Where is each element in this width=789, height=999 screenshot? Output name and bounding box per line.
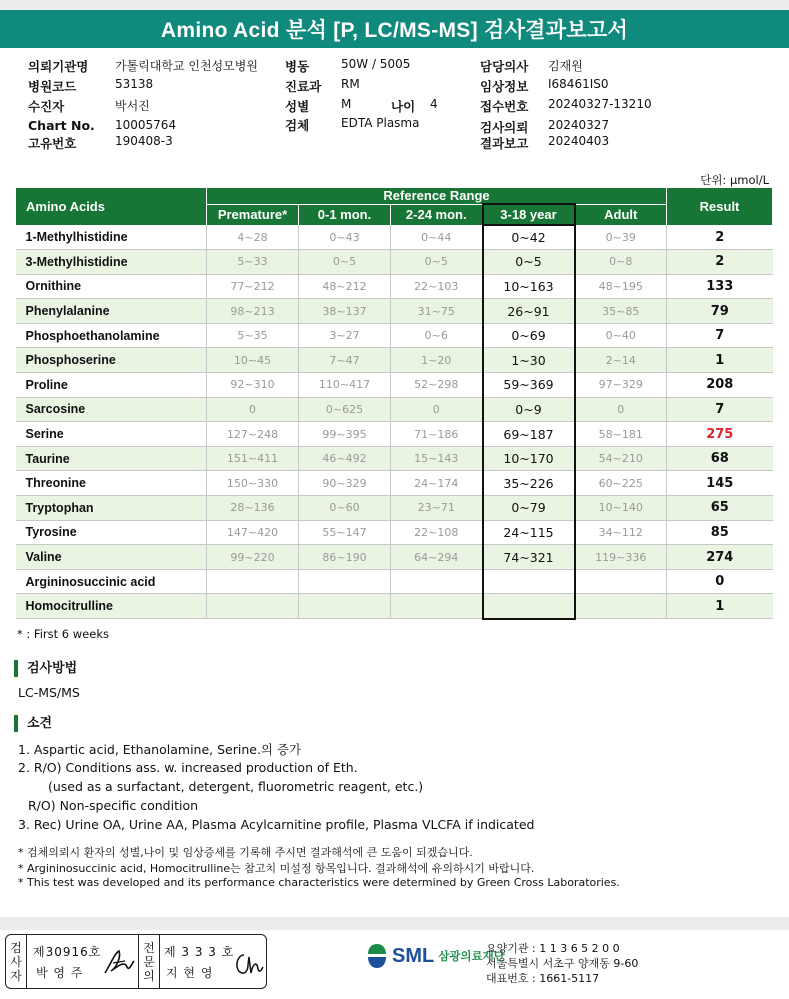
reference-range-cell: 86~190 xyxy=(299,545,391,570)
specialist-license: 제 3 3 3 호 xyxy=(164,945,235,959)
result-value: 7 xyxy=(667,397,773,422)
reference-range-cell: 99~220 xyxy=(207,545,299,570)
reference-range-cell: 60~225 xyxy=(575,471,667,496)
age-label: 나이 xyxy=(391,99,416,114)
result-value: 2 xyxy=(667,225,773,250)
reference-range-cell: 5~35 xyxy=(207,323,299,348)
contact-address: 서울특별시 서초구 양재동 9-60 xyxy=(486,957,639,970)
result-value: 0 xyxy=(667,569,773,594)
table-row xyxy=(16,446,773,471)
info-label: 검사의뢰 xyxy=(480,120,529,135)
reference-range-cell: 59~369 xyxy=(483,373,575,398)
result-value: 68 xyxy=(667,446,773,471)
finding-line: 1. Aspartic acid, Ethanolamine, Serine.의 증가 xyxy=(18,742,302,757)
finding-line: R/O) Non-specific condition xyxy=(28,798,199,813)
inspector-license: 제30916호 xyxy=(33,945,102,959)
findings-title: 소견 xyxy=(14,715,52,732)
report-title: Amino Acid 분석 [P, LC/MS-MS] 검사결과보고서 xyxy=(0,10,789,48)
reference-range-cell: 54~210 xyxy=(575,446,667,471)
reference-range-cell: 46~492 xyxy=(299,446,391,471)
info-label: 임상정보 xyxy=(480,79,529,94)
reference-range-cell: 92~310 xyxy=(207,373,299,398)
finding-line: (used as a surfactant, detergent, fluorometric reagent, etc.) xyxy=(48,779,424,794)
note-line: * This test was developed and its performance characteristics were determined by Green Cross Laboratories. xyxy=(18,876,620,889)
reference-range-cell xyxy=(207,569,299,594)
signature-box xyxy=(5,934,267,989)
logo-mark: SML xyxy=(392,944,435,967)
reference-range-cell: 0~39 xyxy=(575,225,667,250)
info-label: 병동 xyxy=(285,59,310,74)
reference-range-cell: 58~181 xyxy=(575,422,667,447)
inspector-name: 박 영 주 xyxy=(36,966,84,980)
logo-name: 삼광의료재단 xyxy=(438,949,505,963)
info-value: 20240327 xyxy=(548,118,610,132)
reference-range-cell xyxy=(483,569,575,594)
table-row xyxy=(16,397,773,422)
result-value: 275 xyxy=(667,422,773,447)
reference-range-cell xyxy=(575,594,667,619)
reference-range-cell: 0~6 xyxy=(391,323,483,348)
reference-range-cell: 26~91 xyxy=(483,299,575,324)
amino-acid-table xyxy=(15,187,773,620)
reference-range-cell: 0~5 xyxy=(299,250,391,275)
table-row xyxy=(16,274,773,299)
info-label: Chart No. xyxy=(28,118,95,133)
reference-range-cell: 22~103 xyxy=(391,274,483,299)
note-line: * Argininosuccinic acid, Homocitrulline는 참고치 미설정 항목입니다. 결과해석에 유의하시기 바랍니다. xyxy=(18,862,535,875)
reference-range-cell: 52~298 xyxy=(391,373,483,398)
finding-line: 3. Rec) Urine OA, Urine AA, Plasma Acylcarnitine profile, Plasma VLCFA if indicated xyxy=(18,817,535,832)
reference-range-cell: 10~170 xyxy=(483,446,575,471)
amino-acid-name: Tyrosine xyxy=(16,520,207,545)
reference-range-cell xyxy=(299,569,391,594)
specialist-signature xyxy=(230,949,264,979)
info-label: 의뢰기관명 xyxy=(28,59,89,74)
reference-range-cell: 1~20 xyxy=(391,348,483,373)
reference-range-cell xyxy=(299,594,391,619)
table-row xyxy=(16,323,773,348)
reference-range-cell: 71~186 xyxy=(391,422,483,447)
header-reference-range: Reference Range xyxy=(207,188,667,205)
reference-range-cell: 151~411 xyxy=(207,446,299,471)
reference-range-cell: 0~43 xyxy=(299,225,391,250)
reference-range-cell: 77~212 xyxy=(207,274,299,299)
amino-acid-name: Valine xyxy=(16,545,207,570)
reference-range-cell: 24~174 xyxy=(391,471,483,496)
reference-range-cell: 127~248 xyxy=(207,422,299,447)
table-row xyxy=(16,225,773,250)
reference-range-cell: 97~329 xyxy=(575,373,667,398)
contact-phone: 대표번호 : 1661-5117 xyxy=(486,972,600,985)
amino-acid-name: Phosphoethanolamine xyxy=(16,323,207,348)
reference-range-cell: 10~163 xyxy=(483,274,575,299)
reference-range-cell: 48~212 xyxy=(299,274,391,299)
contact-info xyxy=(486,941,638,986)
header-range: Adult xyxy=(575,204,667,225)
reference-range-cell: 55~147 xyxy=(299,520,391,545)
header-result: Result xyxy=(667,188,773,226)
reference-range-cell: 0~40 xyxy=(575,323,667,348)
amino-acid-name: Taurine xyxy=(16,446,207,471)
reference-range-cell: 119~336 xyxy=(575,545,667,570)
info-label: 접수번호 xyxy=(480,99,529,114)
reference-range-cell: 0~60 xyxy=(299,496,391,521)
amino-acid-name: Proline xyxy=(16,373,207,398)
table-row xyxy=(16,545,773,570)
info-value: 10005764 xyxy=(115,118,177,132)
amino-acid-name: 3-Methylhistidine xyxy=(16,250,207,275)
info-value: M xyxy=(341,97,352,111)
info-label: 결과보고 xyxy=(480,136,529,151)
amino-acid-name: Homocitrulline xyxy=(16,594,207,619)
table-row xyxy=(16,594,773,619)
table-footnote: * : First 6 weeks xyxy=(17,627,109,641)
info-value: 50W / 5005 xyxy=(341,57,411,71)
method-value: LC-MS/MS xyxy=(18,685,80,700)
reference-range-cell: 23~71 xyxy=(391,496,483,521)
result-value: 145 xyxy=(667,471,773,496)
inspector-label: 검 사 자 xyxy=(10,941,22,983)
reference-range-cell xyxy=(483,594,575,619)
amino-acid-name: Phenylalanine xyxy=(16,299,207,324)
reference-range-cell: 0 xyxy=(391,397,483,422)
result-value: 85 xyxy=(667,520,773,545)
reference-range-cell: 2~14 xyxy=(575,348,667,373)
reference-range-cell: 0~5 xyxy=(483,250,575,275)
reference-range-cell xyxy=(391,569,483,594)
header-range: 2-24 mon. xyxy=(391,204,483,225)
table-row xyxy=(16,569,773,594)
reference-range-cell: 10~45 xyxy=(207,348,299,373)
finding-line: 2. R/O) Conditions ass. w. increased production of Eth. xyxy=(18,760,358,775)
reference-range-cell: 69~187 xyxy=(483,422,575,447)
amino-acid-name: 1-Methylhistidine xyxy=(16,225,207,250)
info-value: I68461IS0 xyxy=(548,77,609,91)
reference-range-cell: 31~75 xyxy=(391,299,483,324)
result-value: 274 xyxy=(667,545,773,570)
reference-range-cell: 38~137 xyxy=(299,299,391,324)
table-row xyxy=(16,373,773,398)
info-label: 검체 xyxy=(285,118,310,133)
result-value: 2 xyxy=(667,250,773,275)
table-row xyxy=(16,422,773,447)
reference-range-cell: 150~330 xyxy=(207,471,299,496)
header-range: Premature* xyxy=(207,204,299,225)
reference-range-cell: 0~5 xyxy=(391,250,483,275)
info-label: 성별 xyxy=(285,99,310,114)
reference-range-cell: 64~294 xyxy=(391,545,483,570)
result-value: 79 xyxy=(667,299,773,324)
reference-range-cell: 3~27 xyxy=(299,323,391,348)
result-value: 65 xyxy=(667,496,773,521)
method-title: 검사방법 xyxy=(14,660,77,677)
patient-info xyxy=(0,52,789,152)
unit-label: 단위: μmol/L xyxy=(700,173,769,187)
reference-range-cell: 74~321 xyxy=(483,545,575,570)
reference-range-cell: 98~213 xyxy=(207,299,299,324)
amino-acid-name: Tryptophan xyxy=(16,496,207,521)
reference-range-cell: 34~112 xyxy=(575,520,667,545)
amino-acid-name: Argininosuccinic acid xyxy=(16,569,207,594)
result-value: 1 xyxy=(667,348,773,373)
info-label: 수진자 xyxy=(28,99,65,114)
reference-range-cell: 10~140 xyxy=(575,496,667,521)
info-value: EDTA Plasma xyxy=(341,116,420,130)
reference-range-cell: 99~395 xyxy=(299,422,391,447)
header-range: 0-1 mon. xyxy=(299,204,391,225)
info-value: 53138 xyxy=(115,77,154,91)
info-value: 20240403 xyxy=(548,134,610,148)
reference-range-cell: 28~136 xyxy=(207,496,299,521)
info-label: 진료과 xyxy=(285,79,322,94)
result-value: 208 xyxy=(667,373,773,398)
header-amino-acids: Amino Acids xyxy=(16,188,207,226)
info-label: 병원코드 xyxy=(28,79,77,94)
table-row xyxy=(16,496,773,521)
reference-range-cell: 35~85 xyxy=(575,299,667,324)
amino-acid-name: Threonine xyxy=(16,471,207,496)
reference-range-cell: 90~329 xyxy=(299,471,391,496)
table-row xyxy=(16,299,773,324)
reference-range-cell: 0~69 xyxy=(483,323,575,348)
reference-range-cell: 147~420 xyxy=(207,520,299,545)
reference-range-cell xyxy=(391,594,483,619)
info-label: 담당의사 xyxy=(480,59,529,74)
info-value: 김재원 xyxy=(548,59,583,73)
reference-range-cell: 24~115 xyxy=(483,520,575,545)
inspector-signature xyxy=(101,945,137,981)
result-value: 1 xyxy=(667,594,773,619)
reference-range-cell: 0~42 xyxy=(483,225,575,250)
reference-range-cell: 0~8 xyxy=(575,250,667,275)
reference-range-cell: 48~195 xyxy=(575,274,667,299)
logo-icon xyxy=(366,942,388,970)
reference-range-cell: 1~30 xyxy=(483,348,575,373)
reference-range-cell: 5~33 xyxy=(207,250,299,275)
info-value: 20240327-13210 xyxy=(548,97,652,111)
reference-range-cell: 0 xyxy=(207,397,299,422)
info-value: RM xyxy=(341,77,360,91)
amino-acid-name: Sarcosine xyxy=(16,397,207,422)
table-row xyxy=(16,348,773,373)
table-row xyxy=(16,250,773,275)
contact-code: 요양기관 : 1 1 3 6 5 2 0 0 xyxy=(486,942,620,955)
bottom-strip xyxy=(0,917,789,930)
reference-range-cell: 0~625 xyxy=(299,397,391,422)
result-value: 7 xyxy=(667,323,773,348)
info-value: 가톨릭대학교 인천성모병원 xyxy=(115,59,258,73)
reference-range-cell xyxy=(207,594,299,619)
sml-logo xyxy=(366,942,505,970)
reference-range-cell: 0~79 xyxy=(483,496,575,521)
reference-range-cell: 15~143 xyxy=(391,446,483,471)
reference-range-cell: 0 xyxy=(575,397,667,422)
reference-range-cell: 0~9 xyxy=(483,397,575,422)
amino-acid-name: Phosphoserine xyxy=(16,348,207,373)
age-value: 4 xyxy=(430,97,438,111)
info-label: 고유번호 xyxy=(28,136,77,151)
amino-acid-name: Ornithine xyxy=(16,274,207,299)
reference-range-cell: 22~108 xyxy=(391,520,483,545)
specialist-label: 전 문 의 xyxy=(143,941,155,983)
header-range-selected: 3-18 year xyxy=(483,204,575,225)
reference-range-cell: 4~28 xyxy=(207,225,299,250)
top-strip xyxy=(0,0,789,10)
reference-range-cell: 7~47 xyxy=(299,348,391,373)
reference-range-cell: 35~226 xyxy=(483,471,575,496)
specialist-name: 지 현 영 xyxy=(166,966,214,980)
reference-range-cell: 110~417 xyxy=(299,373,391,398)
amino-acid-name: Serine xyxy=(16,422,207,447)
reference-range-cell: 0~44 xyxy=(391,225,483,250)
result-value: 133 xyxy=(667,274,773,299)
reference-range-cell xyxy=(575,569,667,594)
note-line: * 검체의뢰시 환자의 성별,나이 및 임상증세를 기록해 주시면 결과해석에 큰 도움이 되겠습니다. xyxy=(18,846,473,859)
info-value: 박서진 xyxy=(115,99,150,113)
table-row xyxy=(16,520,773,545)
table-row xyxy=(16,471,773,496)
info-value: 190408-3 xyxy=(115,134,173,148)
